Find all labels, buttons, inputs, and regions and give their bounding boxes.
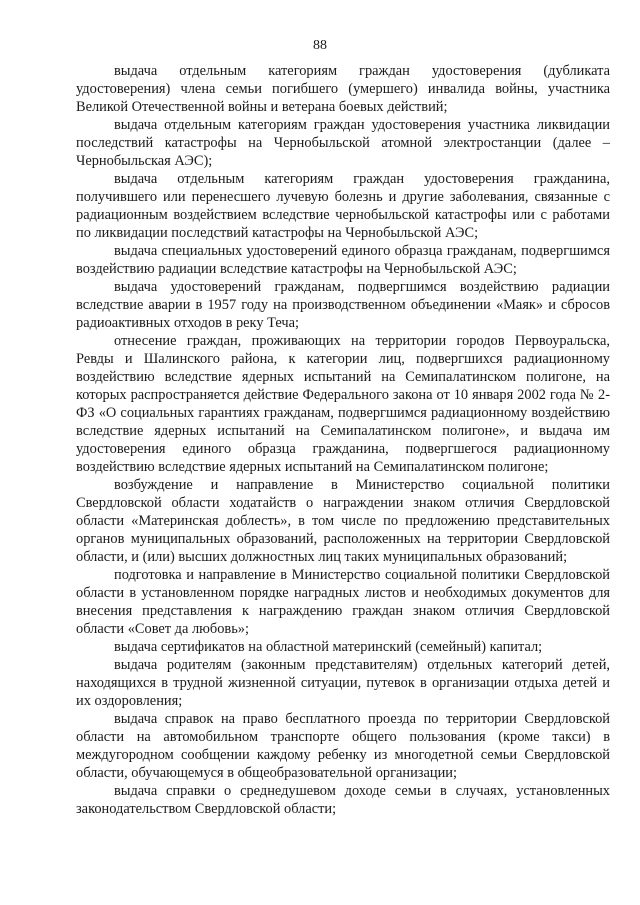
paragraph: возбуждение и направление в Министерство социальной политики Свердловской области ходатайств о награждении знаком отличия Свердловской области «Материнская доблесть», в том числе по предложению представительных органов муниципальных образований, расположенных на территории Свердловской области, и (или) высших должностных лиц таких муниципальных образований; xyxy=(76,477,610,565)
paragraph: выдача специальных удостоверений единого образца гражданам, подвергшимся воздействию радиации вследствие катастрофы на Чернобыльской АЭС; xyxy=(76,243,610,277)
paragraph: выдача справки о среднедушевом доходе семьи в случаях, установленных законодательством Свердловской области; xyxy=(76,783,610,817)
paragraph: выдача справок на право бесплатного проезда по территории Свердловской области на автомобильном транспорте общего пользования (кроме такси) в междугородном сообщении каждому ребенку из многодетной семьи Свердловской области, обучающемуся в общеобразовательной организации; xyxy=(76,711,610,781)
document-body xyxy=(76,62,610,818)
paragraph: выдача отдельным категориям граждан удостоверения (дубликата удостоверения) члена семьи погибшего (умершего) инвалида войны, участника Великой Отечественной войны и ветерана боевых действий; xyxy=(76,63,610,115)
paragraph: подготовка и направление в Министерство социальной политики Свердловской области в установленном порядке наградных листов и необходимых документов для внесения представления к награждению граждан знаком отличия Свердловской области «Совет да любовь»; xyxy=(76,567,610,637)
paragraph: выдача сертификатов на областной материнский (семейный) капитал; xyxy=(114,639,543,655)
paragraph: выдача родителям (законным представителям) отдельных категорий детей, находящихся в трудной жизненной ситуации, путевок в организации отдыха детей и их оздоровления; xyxy=(76,657,610,709)
paragraph: отнесение граждан, проживающих на территории городов Первоуральска, Ревды и Шалинского района, к категории лиц, подвергшихся радиационному воздействию вследствие ядерных испытаний на Семипалатинском полигоне, на которых распространяется действие Федерального закона от 10 января 2002 года № 2-ФЗ «О социальных гарантиях гражданам, подвергшимся радиационному воздействию вследствие ядерных испытаний на Семипалатинском полигоне», и выдача им удостоверения единого образца гражданина, подвергшегося радиационному воздействию вследствие ядерных испытаний на Семипалатинском полигоне; xyxy=(76,333,610,475)
page-number: 88 xyxy=(313,38,327,53)
paragraph: выдача отдельным категориям граждан удостоверения гражданина, получившего или перенесшего лучевую болезнь и другие заболевания, связанные с радиационным воздействием вследствие чернобыльской катастрофы или с работами по ликвидации последствий катастрофы на Чернобыльской АЭС; xyxy=(76,171,610,241)
paragraph: выдача удостоверений гражданам, подвергшимся воздействию радиации вследствие аварии в 1957 году на производственном объединении «Маяк» и сбросов радиоактивных отходов в реку Теча; xyxy=(76,279,610,331)
paragraph: выдача отдельным категориям граждан удостоверения участника ликвидации последствий катастрофы на Чернобыльской атомной электростанции (далее – Чернобыльская АЭС); xyxy=(76,117,610,169)
